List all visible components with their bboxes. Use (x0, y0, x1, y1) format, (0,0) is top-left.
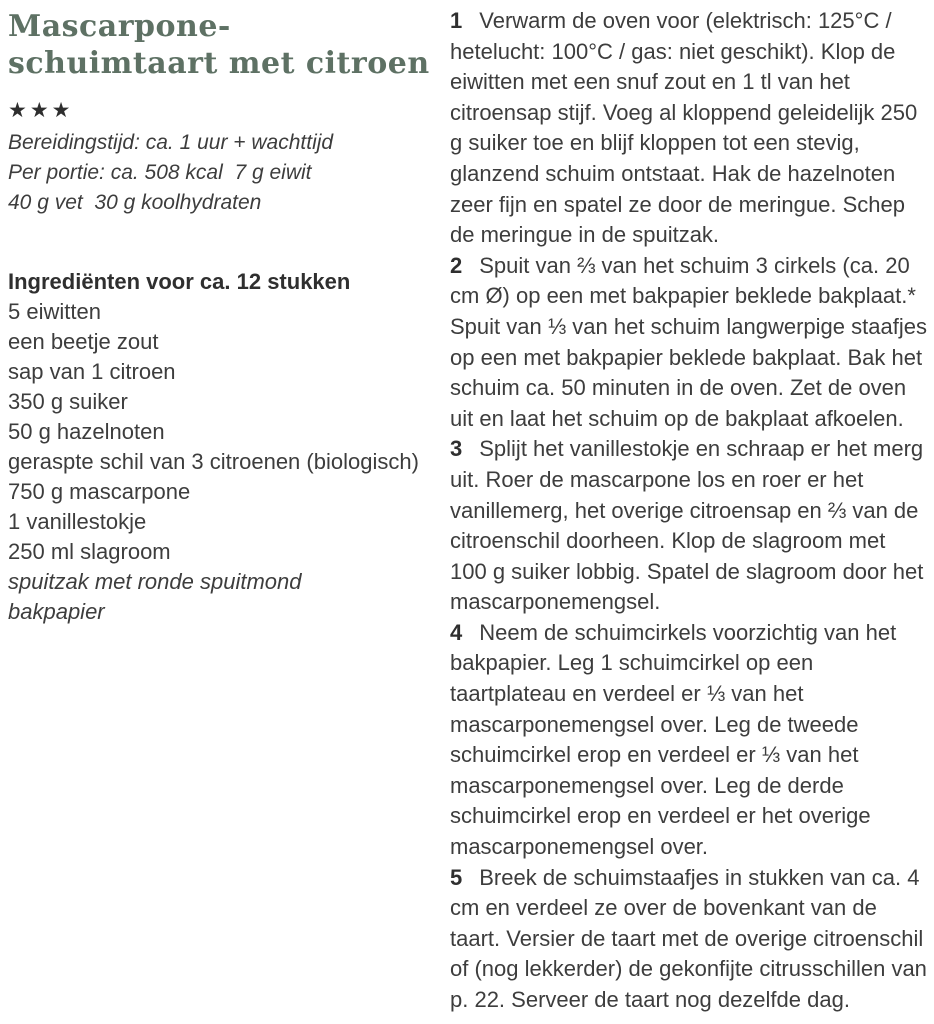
step-4-text: Neem de schuimcirkels voorzichtig van het bakpapier. Leg 1 schuimcirkel op een taartplateau en verdeel er ⅓ van het mascarponemengsel over. Leg de tweede schuimcirkel erop en verdeel er ⅓ van het mascarponemengsel over. Leg de derde schuimcirkel erop en verdeel er het overige mascarponemengsel over. (450, 619, 903, 860)
step-4 (450, 618, 928, 863)
ingredient-item: 1 vanillestokje (8, 509, 147, 534)
instructions-column (450, 4, 934, 1024)
ingredients-list (8, 297, 430, 627)
step-3 (450, 434, 928, 618)
ingredient-item: een beetje zout (8, 329, 159, 354)
ingredient-item: sap van 1 citroen (8, 359, 176, 384)
step-2 (450, 251, 934, 435)
equipment-item: spuitzak met ronde spuitmond (8, 569, 302, 594)
step-3-number: 3 (450, 436, 463, 462)
ingredient-item: 50 g hazelnoten (8, 419, 165, 444)
step-4-number: 4 (450, 619, 463, 645)
equipment-item: bakpapier (8, 599, 105, 624)
step-5-text: Breek de schuimstaafjes in stukken van ca. 4 cm en verdeel ze over de bovenkant van de taart. Versier de taart met de overige citroenschil of (nog lekkerder) de gekonfijte citrusschillen van p. 22. Serveer de taart nog dezelfde dag. (450, 864, 934, 1012)
nutrition-line-2: 40 g vet 30 g koolhydraten (8, 191, 262, 214)
recipe-meta (8, 128, 430, 218)
ingredients-header: Ingrediënten voor ca. 12 stukken (8, 269, 351, 294)
ingredient-item: 5 eiwitten (8, 299, 101, 324)
recipe-title: Mascarpone-schuimtaart met citroen (8, 9, 430, 81)
step-2-text: Spuit van ⅔ van het schuim 3 cirkels (ca. 20 cm Ø) op een met bakpapier beklede bakplaat.* Spuit van ⅓ van het schuim langwerpige staafjes op een met bakpapier beklede bakplaat. Bak het schuim ca. 50 minuten in de oven. Zet de oven uit en laat het schuim op de bakplaat afkoelen. (450, 252, 934, 431)
ingredient-item: 750 g mascarpone (8, 479, 191, 504)
nutrition-line-1: Per portie: ca. 508 kcal 7 g eiwit (8, 161, 312, 184)
prep-time: Bereidingstijd: ca. 1 uur + wachttijd (8, 131, 334, 154)
ingredient-item: geraspte schil van 3 citroenen (biologisch) (8, 449, 419, 474)
step-1 (450, 6, 928, 251)
step-5 (450, 863, 934, 1016)
ingredient-item: 250 ml slagroom (8, 539, 171, 564)
recipe-info-column (8, 4, 450, 1024)
step-5-number: 5 (450, 864, 463, 890)
ingredient-item: 350 g suiker (8, 389, 128, 414)
step-1-number: 1 (450, 8, 463, 33)
step-1-text: Verwarm de oven voor (elektrisch: 125°C / hetelucht: 100°C / gas: niet geschikt). Klop de eiwitten met een snuf zout en 1 tl van het citroensap stijf. Voeg al kloppend geleidelijk 250 g suiker toe en blijf kloppen tot een stevig, glanzend schuim ontstaat. Hak de hazelnoten zeer fijn en spatel ze door de meringue. Schep de meringue in de spuitzak. (450, 8, 924, 248)
step-3-text: Splijt het vanillestokje en schraap er het merg uit. Roer de mascarpone los en roer er het vanillemerg, het overige citroensap en ⅔ van de citroenschil doorheen. Klop de slagroom met 100 g suiker lobbig. Spatel de slagroom door het mascarponemengsel. (450, 436, 930, 615)
step-2-number: 2 (450, 252, 463, 278)
difficulty-stars: ★★★ (8, 99, 74, 122)
